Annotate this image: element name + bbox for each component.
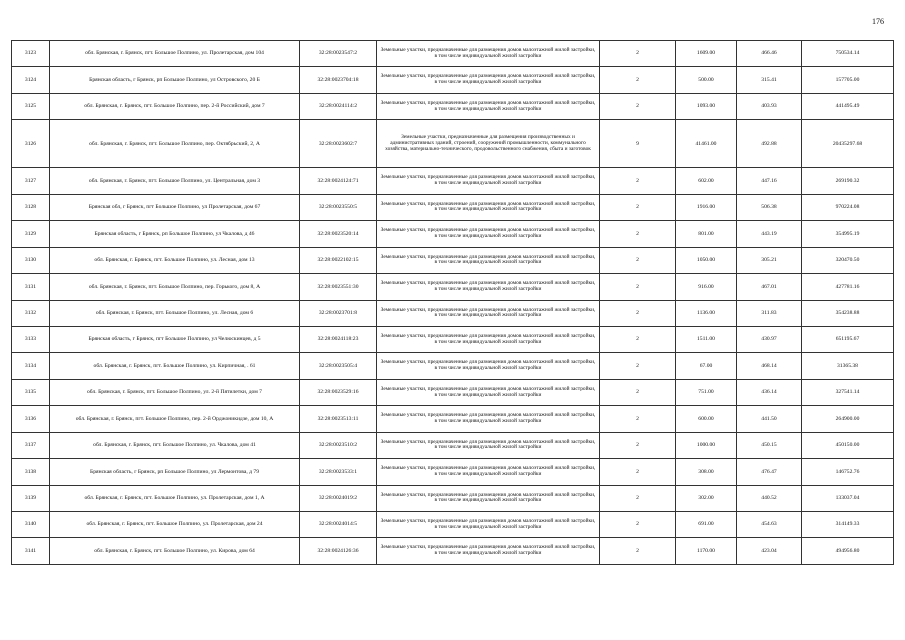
- address-cell: обл. Брянская, г. Брянск, пгт. Большое Полпино, ул. 2-й Пятилетки, дом 7: [50, 379, 300, 405]
- area-cell: 751.00: [676, 379, 737, 405]
- land-purpose-cell: Земельные участки, предназначенные для размещения домов малоэтажной жилой застройки, в том числе индивидуальной жилой застройки: [377, 406, 600, 432]
- land-purpose-cell: Земельные участки, предназначенные для размещения производственных и административных зданий, строений, сооружений промышленности, коммунального хозяйства, материально-технического, продовольственного снабжения, сбыта и заготовок: [377, 120, 600, 168]
- specific-value-cell: 315.41: [737, 67, 802, 93]
- specific-value-cell: 423.04: [737, 538, 802, 564]
- group-cell: 2: [600, 221, 676, 247]
- specific-value-cell: 305.21: [737, 247, 802, 273]
- address-cell: обл. Брянская, г. Брянск, пгт. Большое Полпино, пер. Горького, дом 8, А: [50, 274, 300, 300]
- area-cell: 600.00: [676, 406, 737, 432]
- area-cell: 308.00: [676, 459, 737, 485]
- land-purpose-cell: Земельные участки, предназначенные для размещения домов малоэтажной жилой застройки, в том числе индивидуальной жилой застройки: [377, 512, 600, 538]
- group-cell: 2: [600, 300, 676, 326]
- address-cell: обл. Брянская, г. Брянск, пгт. Большое Полпино, ул. Чкалова, дом 41: [50, 432, 300, 458]
- cadastral-number-cell: 32:28:0024014:5: [300, 512, 377, 538]
- table-row: [12, 221, 894, 247]
- area-cell: 1609.00: [676, 41, 737, 67]
- address-cell: Брянская обл, г Брянск, пгт Большое Полпино, ул Пролетарская, дом 67: [50, 194, 300, 220]
- area-cell: 302.00: [676, 485, 737, 511]
- cadastral-number-cell: 32:28:0023533:1: [300, 459, 377, 485]
- group-cell: 2: [600, 432, 676, 458]
- cadastral-value-cell: 264900.00: [802, 406, 894, 432]
- land-purpose-cell: Земельные участки, предназначенные для размещения домов малоэтажной жилой застройки, в том числе индивидуальной жилой застройки: [377, 326, 600, 352]
- specific-value-cell: 436.14: [737, 379, 802, 405]
- cadastral-number-cell: 32:28:0023602:7: [300, 120, 377, 168]
- cadastral-number-cell: 32:28:0024126:36: [300, 538, 377, 564]
- cadastral-number-cell: 32:28:0024124:71: [300, 168, 377, 194]
- table-row: [12, 406, 894, 432]
- area-cell: 500.00: [676, 67, 737, 93]
- cadastral-number-cell: 32:28:0023513:11: [300, 406, 377, 432]
- row-number: 3125: [12, 93, 50, 119]
- table-row: [12, 93, 894, 119]
- group-cell: 2: [600, 93, 676, 119]
- row-number: 3137: [12, 432, 50, 458]
- cadastral-value-cell: 441495.49: [802, 93, 894, 119]
- table-row: [12, 247, 894, 273]
- group-cell: 2: [600, 274, 676, 300]
- table-row: [12, 379, 894, 405]
- land-purpose-cell: Земельные участки, предназначенные для размещения домов малоэтажной жилой застройки, в том числе индивидуальной жилой застройки: [377, 93, 600, 119]
- area-cell: 691.00: [676, 512, 737, 538]
- specific-value-cell: 467.01: [737, 274, 802, 300]
- table-body: [12, 41, 894, 565]
- group-cell: 2: [600, 67, 676, 93]
- address-cell: Брянская область, г Брянск, рп Большое Полпино, ул Островского, 20 Б: [50, 67, 300, 93]
- group-cell: 2: [600, 353, 676, 379]
- cadastral-number-cell: 32:28:0023701:8: [300, 300, 377, 326]
- specific-value-cell: 450.15: [737, 432, 802, 458]
- land-purpose-cell: Земельные участки, предназначенные для размещения домов малоэтажной жилой застройки, в том числе индивидуальной жилой застройки: [377, 538, 600, 564]
- cadastral-number-cell: 32:28:0023550:5: [300, 194, 377, 220]
- address-cell: обл. Брянская, г. Брянск, пгт. Большое Полпино, пер. 2-й Российский, дом 7: [50, 93, 300, 119]
- area-cell: 1050.00: [676, 247, 737, 273]
- row-number: 3136: [12, 406, 50, 432]
- specific-value-cell: 311.83: [737, 300, 802, 326]
- area-cell: 916.00: [676, 274, 737, 300]
- table-row: [12, 194, 894, 220]
- row-number: 3135: [12, 379, 50, 405]
- land-purpose-cell: Земельные участки, предназначенные для размещения домов малоэтажной жилой застройки, в том числе индивидуальной жилой застройки: [377, 459, 600, 485]
- cadastral-number-cell: 32:28:0023704:18: [300, 67, 377, 93]
- specific-value-cell: 468.14: [737, 353, 802, 379]
- land-purpose-cell: Земельные участки, предназначенные для размещения домов малоэтажной жилой застройки, в том числе индивидуальной жилой застройки: [377, 168, 600, 194]
- cadastral-number-cell: 32:28:0024114:2: [300, 93, 377, 119]
- row-number: 3140: [12, 512, 50, 538]
- table-row: [12, 459, 894, 485]
- specific-value-cell: 492.88: [737, 120, 802, 168]
- address-cell: обл. Брянская, г. Брянск, пгт. Большое Полпино, ул. Пролетарская, дом 1, А: [50, 485, 300, 511]
- cadastral-number-cell: 32:28:0023529:16: [300, 379, 377, 405]
- address-cell: обл. Брянская, г. Брянск, пгт. Большое Полпино, ул. Лесная, дом 6: [50, 300, 300, 326]
- area-cell: 67.00: [676, 353, 737, 379]
- table-row: [12, 512, 894, 538]
- specific-value-cell: 466.46: [737, 41, 802, 67]
- area-cell: 1093.00: [676, 93, 737, 119]
- cadastral-value-cell: 320470.50: [802, 247, 894, 273]
- specific-value-cell: 441.50: [737, 406, 802, 432]
- specific-value-cell: 447.16: [737, 168, 802, 194]
- cadastral-value-cell: 31365.38: [802, 353, 894, 379]
- row-number: 3132: [12, 300, 50, 326]
- row-number: 3134: [12, 353, 50, 379]
- land-purpose-cell: Земельные участки, предназначенные для размещения домов малоэтажной жилой застройки, в том числе индивидуальной жилой застройки: [377, 67, 600, 93]
- row-number: 3130: [12, 247, 50, 273]
- group-cell: 2: [600, 512, 676, 538]
- specific-value-cell: 454.63: [737, 512, 802, 538]
- cadastral-value-cell: 750534.14: [802, 41, 894, 67]
- cadastral-value-cell: 314149.33: [802, 512, 894, 538]
- table-row: [12, 67, 894, 93]
- group-cell: 2: [600, 326, 676, 352]
- specific-value-cell: 476.47: [737, 459, 802, 485]
- cadastral-number-cell: 32:28:0023510:2: [300, 432, 377, 458]
- table-row: [12, 41, 894, 67]
- row-number: 3141: [12, 538, 50, 564]
- group-cell: 9: [600, 120, 676, 168]
- table-row: [12, 120, 894, 168]
- cadastral-value-table: [11, 40, 894, 565]
- cadastral-value-cell: 970224.08: [802, 194, 894, 220]
- row-number: 3123: [12, 41, 50, 67]
- specific-value-cell: 443.19: [737, 221, 802, 247]
- row-number: 3139: [12, 485, 50, 511]
- cadastral-number-cell: 32:28:0023551:30: [300, 274, 377, 300]
- table-row: [12, 168, 894, 194]
- address-cell: обл. Брянская, г. Брянск, пгт. Большое Полпино, пер. 2-й Орджоникидзе, дом 10, А: [50, 406, 300, 432]
- row-number: 3126: [12, 120, 50, 168]
- land-purpose-cell: Земельные участки, предназначенные для размещения домов малоэтажной жилой застройки, в том числе индивидуальной жилой застройки: [377, 379, 600, 405]
- address-cell: Брянская область, г Брянск, рп Большое Полпино, ул Лермонтова, д 79: [50, 459, 300, 485]
- specific-value-cell: 430.97: [737, 326, 802, 352]
- specific-value-cell: 440.52: [737, 485, 802, 511]
- cadastral-value-cell: 494956.80: [802, 538, 894, 564]
- row-number: 3133: [12, 326, 50, 352]
- group-cell: 2: [600, 168, 676, 194]
- row-number: 3128: [12, 194, 50, 220]
- cadastral-number-cell: 32:28:0022102:15: [300, 247, 377, 273]
- table-row: [12, 432, 894, 458]
- cadastral-value-cell: 354238.88: [802, 300, 894, 326]
- cadastral-value-cell: 354995.19: [802, 221, 894, 247]
- cadastral-number-cell: 32:28:0024019:2: [300, 485, 377, 511]
- group-cell: 2: [600, 459, 676, 485]
- land-purpose-cell: Земельные участки, предназначенные для размещения домов малоэтажной жилой застройки, в том числе индивидуальной жилой застройки: [377, 221, 600, 247]
- cadastral-number-cell: 32:28:0023505:4: [300, 353, 377, 379]
- land-purpose-cell: Земельные участки, предназначенные для размещения домов малоэтажной жилой застройки, в том числе индивидуальной жилой застройки: [377, 353, 600, 379]
- address-cell: обл. Брянская, г. Брянск, пгт. Большое Полпино, ул. Центральная, дом 3: [50, 168, 300, 194]
- area-cell: 1136.00: [676, 300, 737, 326]
- row-number: 3127: [12, 168, 50, 194]
- table-row: [12, 353, 894, 379]
- address-cell: обл. Брянская, г. Брянск, пгт. Большое Полпино, ул. Пролетарская, дом 24: [50, 512, 300, 538]
- land-purpose-cell: Земельные участки, предназначенные для размещения домов малоэтажной жилой застройки, в том числе индивидуальной жилой застройки: [377, 274, 600, 300]
- area-cell: 602.00: [676, 168, 737, 194]
- area-cell: 41461.00: [676, 120, 737, 168]
- area-cell: 801.00: [676, 221, 737, 247]
- cadastral-value-cell: 20435297.68: [802, 120, 894, 168]
- address-cell: обл. Брянская, г. Брянск, пгт. Большое Полпино, ул. Кирова, дом 64: [50, 538, 300, 564]
- row-number: 3138: [12, 459, 50, 485]
- cadastral-value-cell: 157705.00: [802, 67, 894, 93]
- cadastral-value-cell: 133037.04: [802, 485, 894, 511]
- land-purpose-cell: Земельные участки, предназначенные для размещения домов малоэтажной жилой застройки, в том числе индивидуальной жилой застройки: [377, 247, 600, 273]
- specific-value-cell: 403.93: [737, 93, 802, 119]
- land-purpose-cell: Земельные участки, предназначенные для размещения домов малоэтажной жилой застройки, в том числе индивидуальной жилой застройки: [377, 485, 600, 511]
- table-row: [12, 326, 894, 352]
- cadastral-value-cell: 427781.16: [802, 274, 894, 300]
- cadastral-value-cell: 651195.67: [802, 326, 894, 352]
- cadastral-number-cell: 32:28:0023547:2: [300, 41, 377, 67]
- address-cell: обл. Брянская, г. Брянск, пгт. Большое Полпино, пер. Октябрьский, 2, А: [50, 120, 300, 168]
- cadastral-value-cell: 269190.32: [802, 168, 894, 194]
- table-row: [12, 485, 894, 511]
- land-purpose-cell: Земельные участки, предназначенные для размещения домов малоэтажной жилой застройки, в том числе индивидуальной жилой застройки: [377, 432, 600, 458]
- group-cell: 2: [600, 538, 676, 564]
- cadastral-value-cell: 146752.76: [802, 459, 894, 485]
- row-number: 3129: [12, 221, 50, 247]
- specific-value-cell: 506.38: [737, 194, 802, 220]
- area-cell: 1916.00: [676, 194, 737, 220]
- address-cell: Брянская область, г Брянск, рп Большое Полпино, ул Чкалова, д 46: [50, 221, 300, 247]
- area-cell: 1000.00: [676, 432, 737, 458]
- group-cell: 2: [600, 379, 676, 405]
- cadastral-number-cell: 32:28:0023520:14: [300, 221, 377, 247]
- table-row: [12, 274, 894, 300]
- table-row: [12, 538, 894, 564]
- group-cell: 2: [600, 194, 676, 220]
- table-row: [12, 300, 894, 326]
- area-cell: 1511.00: [676, 326, 737, 352]
- group-cell: 2: [600, 41, 676, 67]
- address-cell: обл. Брянская, г. Брянск, пгт. Большое Полпино, ул. Кирпичная, . 61: [50, 353, 300, 379]
- address-cell: Брянская область, г Брянск, пгт Большое Полпино, ул Челюскинцев, д 5: [50, 326, 300, 352]
- group-cell: 2: [600, 247, 676, 273]
- address-cell: обл. Брянская, г. Брянск, пгт. Большое Полпино, ул. Пролетарская, дом 104: [50, 41, 300, 67]
- address-cell: обл. Брянская, г. Брянск, пгт. Большое Полпино, ул. Лесная, дом 13: [50, 247, 300, 273]
- page-number: 176: [872, 17, 884, 26]
- group-cell: 2: [600, 406, 676, 432]
- land-purpose-cell: Земельные участки, предназначенные для размещения домов малоэтажной жилой застройки, в том числе индивидуальной жилой застройки: [377, 41, 600, 67]
- group-cell: 2: [600, 485, 676, 511]
- cadastral-value-cell: 450150.00: [802, 432, 894, 458]
- cadastral-number-cell: 32:28:0024118:23: [300, 326, 377, 352]
- cadastral-value-cell: 327541.14: [802, 379, 894, 405]
- area-cell: 1170.00: [676, 538, 737, 564]
- land-purpose-cell: Земельные участки, предназначенные для размещения домов малоэтажной жилой застройки, в том числе индивидуальной жилой застройки: [377, 300, 600, 326]
- land-purpose-cell: Земельные участки, предназначенные для размещения домов малоэтажной жилой застройки, в том числе индивидуальной жилой застройки: [377, 194, 600, 220]
- row-number: 3131: [12, 274, 50, 300]
- row-number: 3124: [12, 67, 50, 93]
